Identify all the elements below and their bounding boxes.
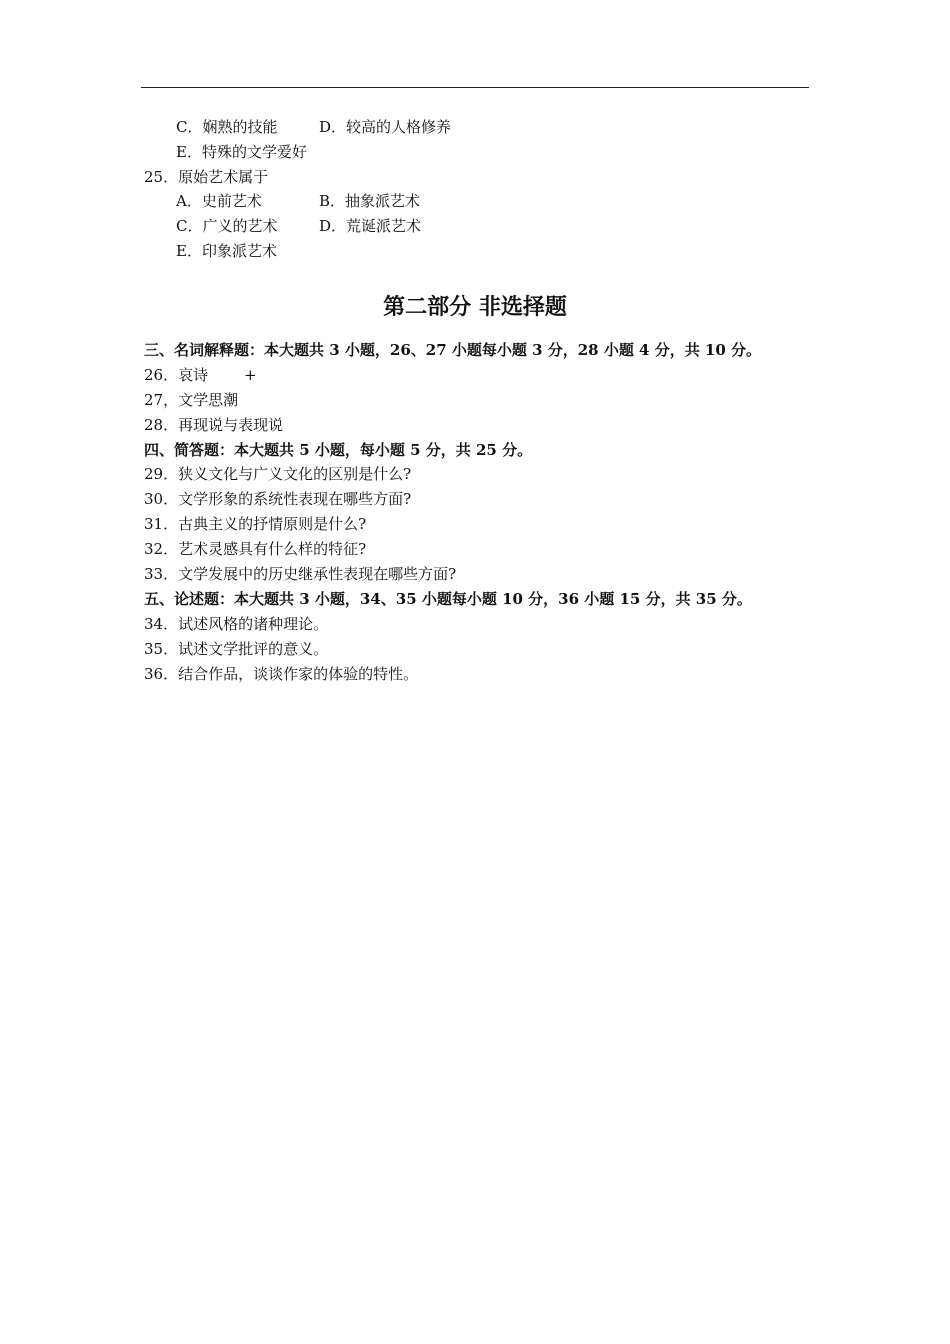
q35: 35．试述文学批评的意义。 [144, 640, 329, 658]
q25-option-b: B．抽象派艺术 [319, 192, 421, 210]
q25-stem: 25．原始艺术属于 [144, 168, 269, 186]
q32: 32．艺术灵感具有什么样的特征? [144, 540, 367, 558]
section5-heading: 五、论述题：本大题共 3 小题，34、35 小题每小题 10 分，36 小题 15 分，共 35 分。 [144, 590, 752, 608]
section3-heading: 三、名词解释题：本大题共 3 小题，26、27 小题每小题 3 分，28 小题 4 分，共 10 分。 [144, 341, 762, 359]
q25-option-e: E．印象派艺术 [176, 242, 277, 260]
q26-mark: + [244, 366, 257, 384]
section4-heading: 四、简答题：本大题共 5 小题，每小题 5 分，共 25 分。 [144, 441, 533, 459]
q31: 31．古典主义的抒情原则是什么? [144, 515, 367, 533]
q25-option-a: A．史前艺术 [176, 192, 262, 210]
q36: 36．结合作品，谈谈作家的体验的特性。 [144, 665, 419, 683]
q24-option-e: E．特殊的文学爱好 [176, 143, 307, 161]
q27: 27，文学思潮 [144, 391, 239, 409]
q34: 34．试述风格的诸种理论。 [144, 615, 329, 633]
q33: 33．文学发展中的历史继承性表现在哪些方面? [144, 565, 457, 583]
q25-option-c: C．广义的艺术 [176, 217, 278, 235]
q28: 28．再现说与表现说 [144, 416, 284, 434]
part2-title: 第二部分 非选择题 [383, 294, 567, 320]
q24-option-c: C．娴熟的技能 [176, 118, 278, 136]
q30: 30．文学形象的系统性表现在哪些方面? [144, 490, 412, 508]
q29: 29．狭义文化与广义文化的区别是什么? [144, 465, 412, 483]
header-rule [141, 87, 809, 88]
q25-option-d: D．荒诞派艺术 [319, 217, 422, 235]
q24-option-d: D．较高的人格修养 [319, 118, 452, 136]
q26: 26．哀诗 [144, 366, 209, 384]
